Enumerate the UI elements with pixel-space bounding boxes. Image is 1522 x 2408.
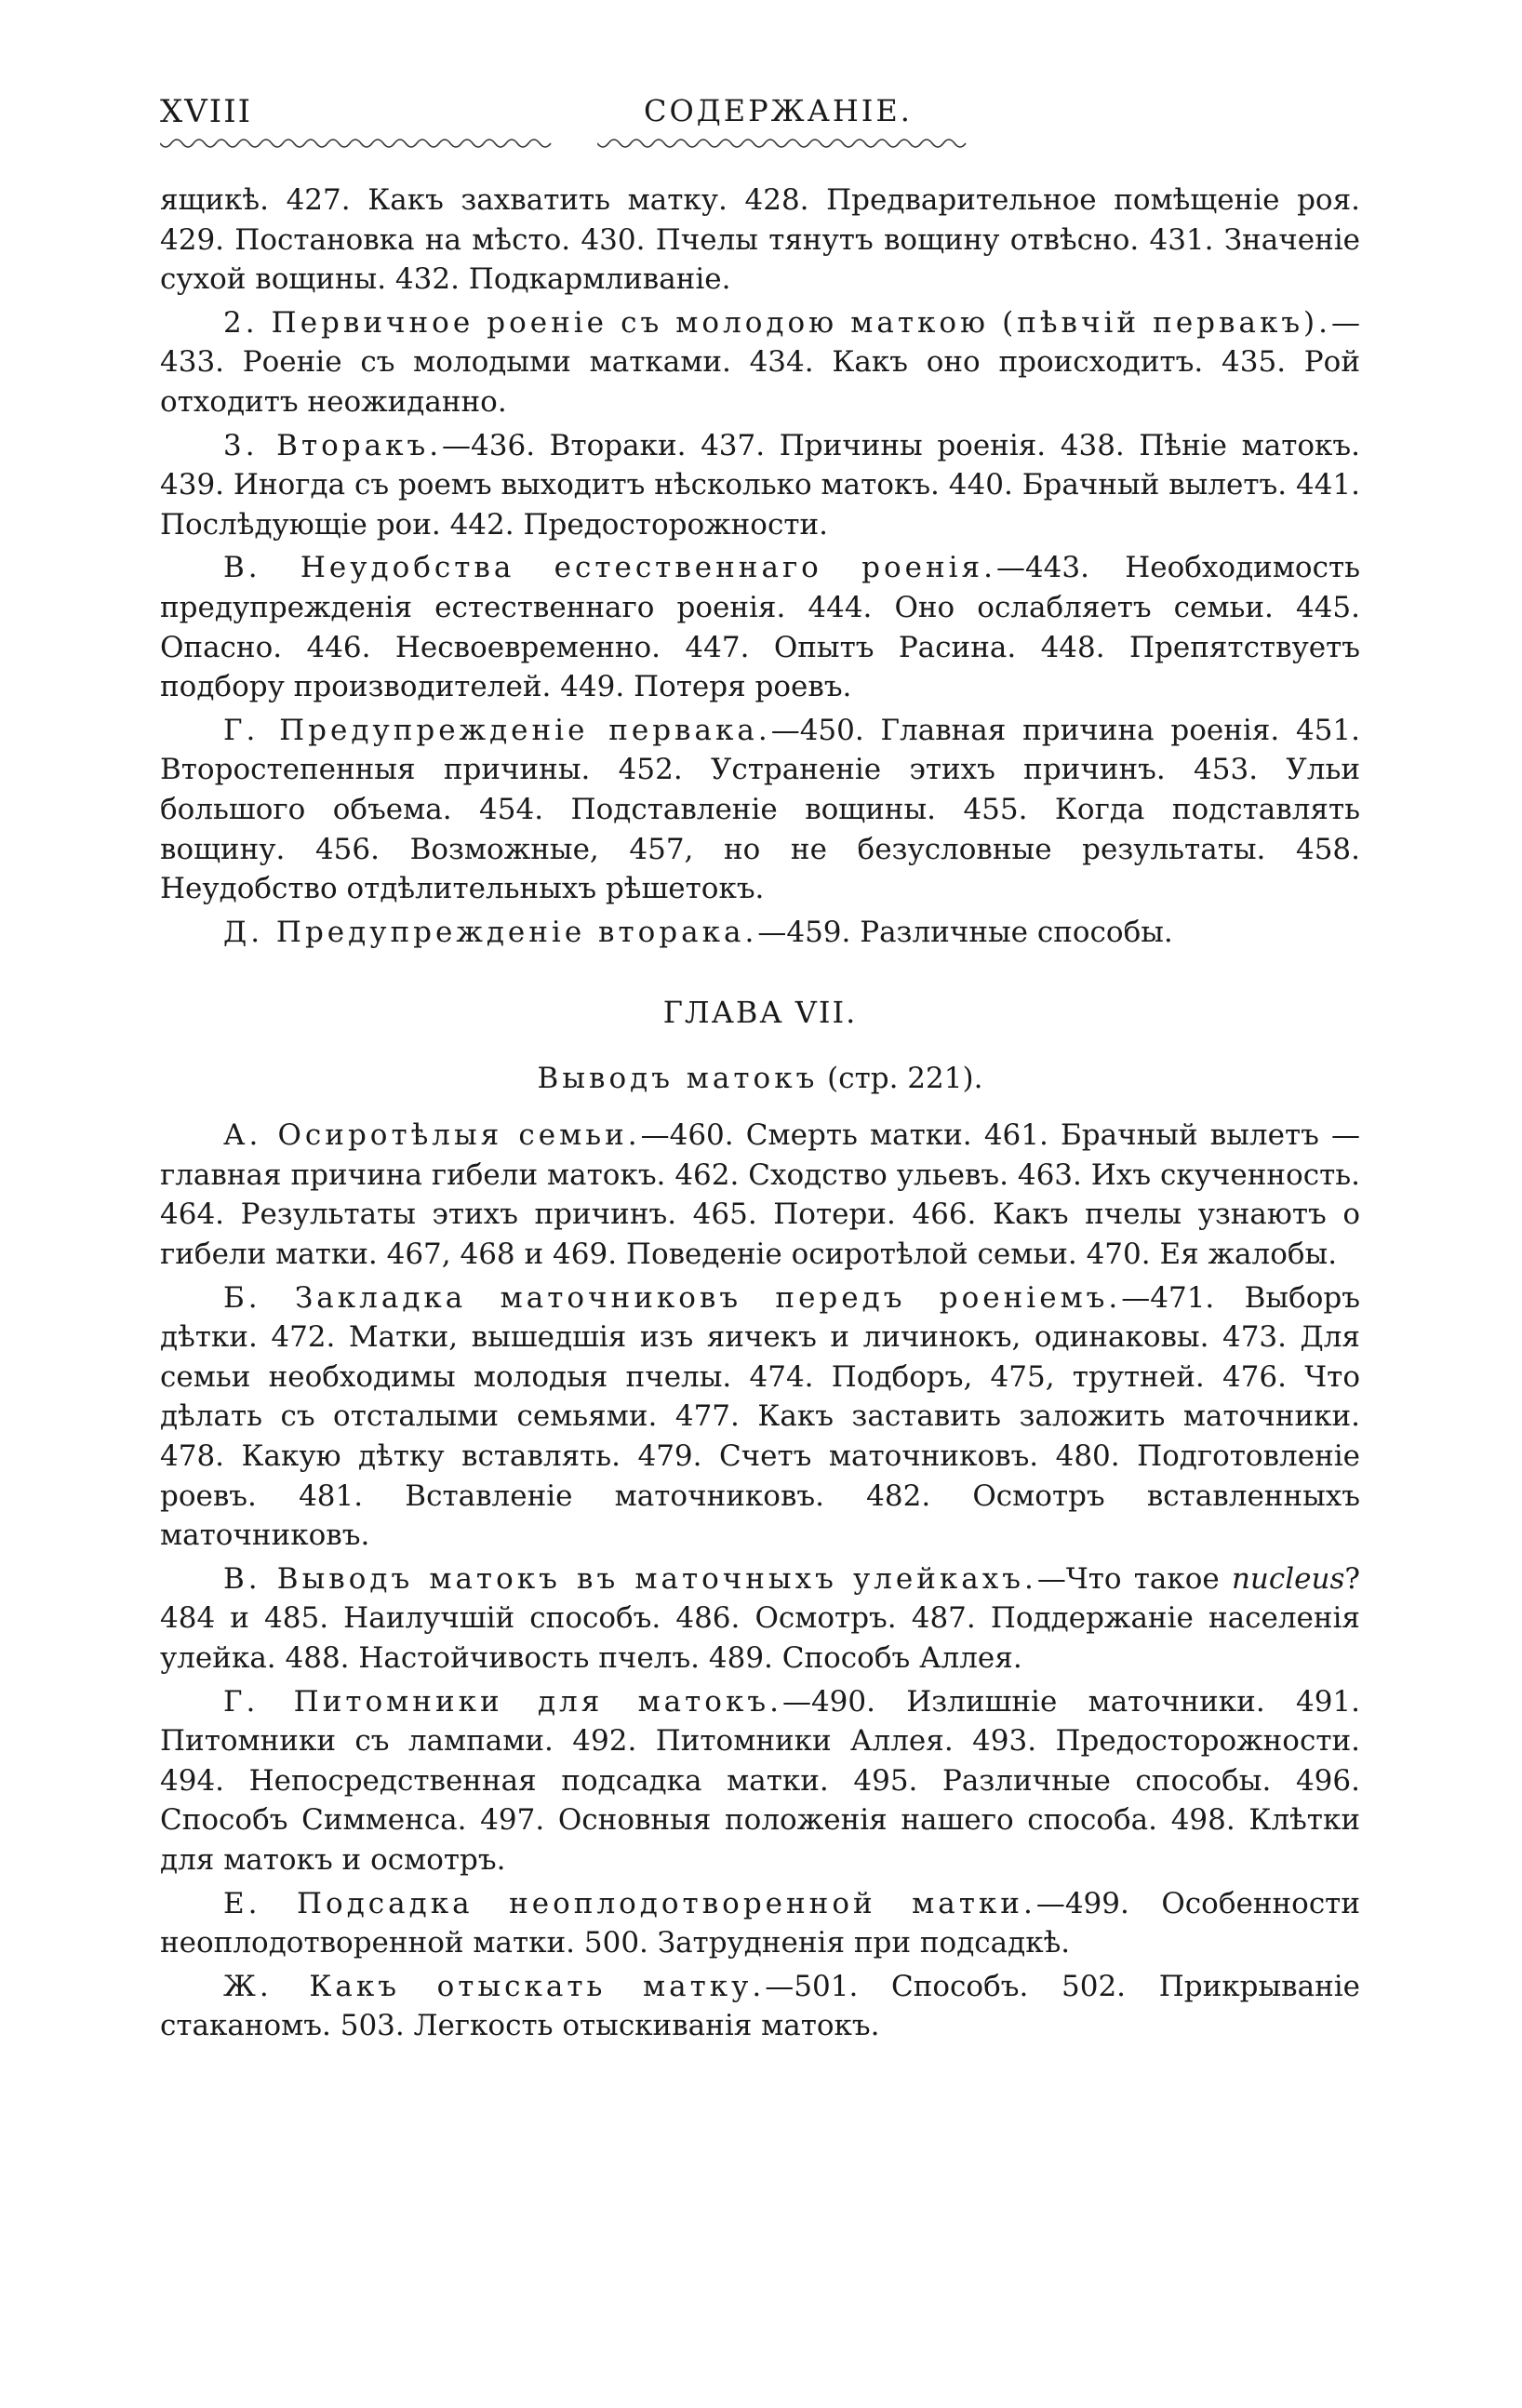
document-page: [160, 93, 1360, 2050]
chapter-subtitle-name: Выводъ матокъ: [537, 1062, 819, 1096]
toc-paragraph: [160, 1884, 1360, 1963]
toc-paragraph: [160, 426, 1360, 545]
paragraph-text: —501. Способъ. 502. Прикрыванiе стаканомъ. 503. Легкость отыскиванiя матокъ.: [160, 1969, 1360, 2043]
section-lead: Д. Предупрежденiе вторака.: [223, 915, 758, 949]
paragraph-text: —450. Главная причина роенiя. 451. Второстепенныя причины. 452. Устраненiе этихъ причинъ. 453. Ульи большого объема. 454. Подставленiе вощины. 455. Когда подставлять вощину. 456. Возможные, 457, но не безусловные результаты. 458. Неудобство отдѣлительныхъ рѣшетокъ.: [160, 713, 1360, 906]
paragraph-text-a: —Что такое: [1036, 1561, 1232, 1596]
paragraph-text: —436. Втораки. 437. Причины роенiя. 438. Пѣнiе матокъ. 439. Иногда съ роемъ выходитъ нѣсколько матокъ. 440. Брачный вылетъ. 441. Послѣдующiе рои. 442. Предосторожности.: [160, 428, 1360, 542]
section-lead: 2. Первичное роенiе съ молодою маткою (пѣвчiй первакъ).: [223, 305, 1331, 340]
latin-term: nucleus: [1231, 1561, 1345, 1596]
toc-paragraph: [160, 1682, 1360, 1880]
running-title: СОДЕРЖАНIЕ.: [644, 93, 913, 128]
toc-paragraph: [160, 181, 1360, 300]
section-lead: Ж. Какъ отыскать матку.: [223, 1969, 766, 2003]
section-lead: А. Осиротѣлыя семьи.: [223, 1118, 641, 1153]
header-ornament-rule: [160, 136, 1360, 160]
section-lead: В. Неудобства естественнаго роенiя.: [223, 551, 996, 585]
toc-paragraph: [160, 1559, 1360, 1679]
toc-paragraph: [160, 1967, 1360, 2046]
toc-paragraph: [160, 1116, 1360, 1274]
toc-paragraph: [160, 913, 1360, 953]
paragraph-text: —433. Роенiе съ молодыми матками. 434. Какъ оно происходитъ. 435. Рой отходитъ неожиданно.: [160, 305, 1360, 419]
page-number: XVIII: [160, 93, 253, 130]
chapter-subtitle-page: (стр. 221).: [818, 1062, 983, 1096]
section-lead: Е. Подсадка неоплодотворенной матки.: [223, 1886, 1036, 1920]
toc-paragraph: [160, 711, 1360, 909]
paragraph-text: ? 484 и 485. Наилучшiй способъ. 486. Осмотръ. 487. Поддержанiе населенiя улейка. 488. Настойчивость пчелъ. 489. Способъ Аллея.: [160, 1561, 1360, 1675]
toc-paragraph: [160, 303, 1360, 422]
section-lead: Б. Закладка маточниковъ передъ роенiемъ.: [223, 1280, 1122, 1315]
paragraph-text: —490. Излишнiе маточники. 491. Питомники съ лампами. 492. Питомники Аллея. 493. Предосторожности. 494. Непосредственная подсадка матки. 495. Различные способы. 496. Способъ Симменса. 497. Основныя положенiя нашего способа. 498. Клѣтки для матокъ и осмотръ.: [160, 1684, 1361, 1877]
paragraph-text: —460. Смерть матки. 461. Брачный вылетъ — главная причина гибели матокъ. 462. Сходство ульевъ. 463. Ихъ скученность. 464. Результаты этихъ причинъ. 465. Потери. 466. Какъ пчелы узнаютъ о гибели матки. 467, 468 и 469. Поведенiе осиротѣлой семьи. 470. Ея жалобы.: [160, 1118, 1360, 1272]
paragraph-text: —499. Особенности неоплодотворенной матки. 500. Затрудненiя при подсадкѣ.: [160, 1886, 1360, 1960]
paragraph-text: —471. Выборъ дѣтки. 472. Матки, вышедшiя изъ яичекъ и личинокъ, одинаковы. 473. Для семьи необходимы молодыя пчелы. 474. Подборъ, 475, трутней. 476. Что дѣлать съ отсталыми семьями. 477. Какъ заставить заложить маточники. 478. Какую дѣтку вставлять. 479. Счетъ маточниковъ. 480. Подготовленiе роевъ. 481. Вставленiе маточниковъ. 482. Осмотръ вставленныхъ маточниковъ.: [160, 1280, 1360, 1553]
chapter-title: ГЛАВА VII.: [662, 995, 858, 1031]
running-head: [160, 93, 1360, 136]
toc-paragraph: [160, 548, 1360, 706]
section-lead: В. Выводъ матокъ въ маточныхъ улейкахъ.: [223, 1561, 1037, 1596]
section-lead: Г. Питомники для матокъ.: [223, 1684, 782, 1719]
chapter-subtitle: [160, 1062, 1360, 1095]
paragraph-text: —459. Различные способы.: [757, 915, 1173, 949]
section-lead: Г. Предупрежденiе первака.: [223, 713, 771, 747]
paragraph-text: —443. Необходимость предупрежденiя естественнаго роенiя. 444. Оно ослабляетъ семьи. 445. Опасно. 446. Несвоевременно. 447. Опытъ Расина. 448. Препятствуетъ подбору производителей. 449. Потеря роевъ.: [160, 551, 1360, 704]
section-lead: 3. Вторакъ.: [223, 428, 443, 462]
wavy-rule-right: [597, 136, 969, 158]
paragraph-text: ящикѣ. 427. Какъ захватить матку. 428. Предварительное помѣщенiе роя. 429. Постановка на мѣсто. 430. Пчелы тянутъ вощину отвѣсно. 431. Значенiе сухой вощины. 432. Подкармливанiе.: [160, 183, 1360, 297]
toc-paragraph: [160, 1278, 1360, 1556]
wavy-rule-left: [160, 136, 560, 158]
